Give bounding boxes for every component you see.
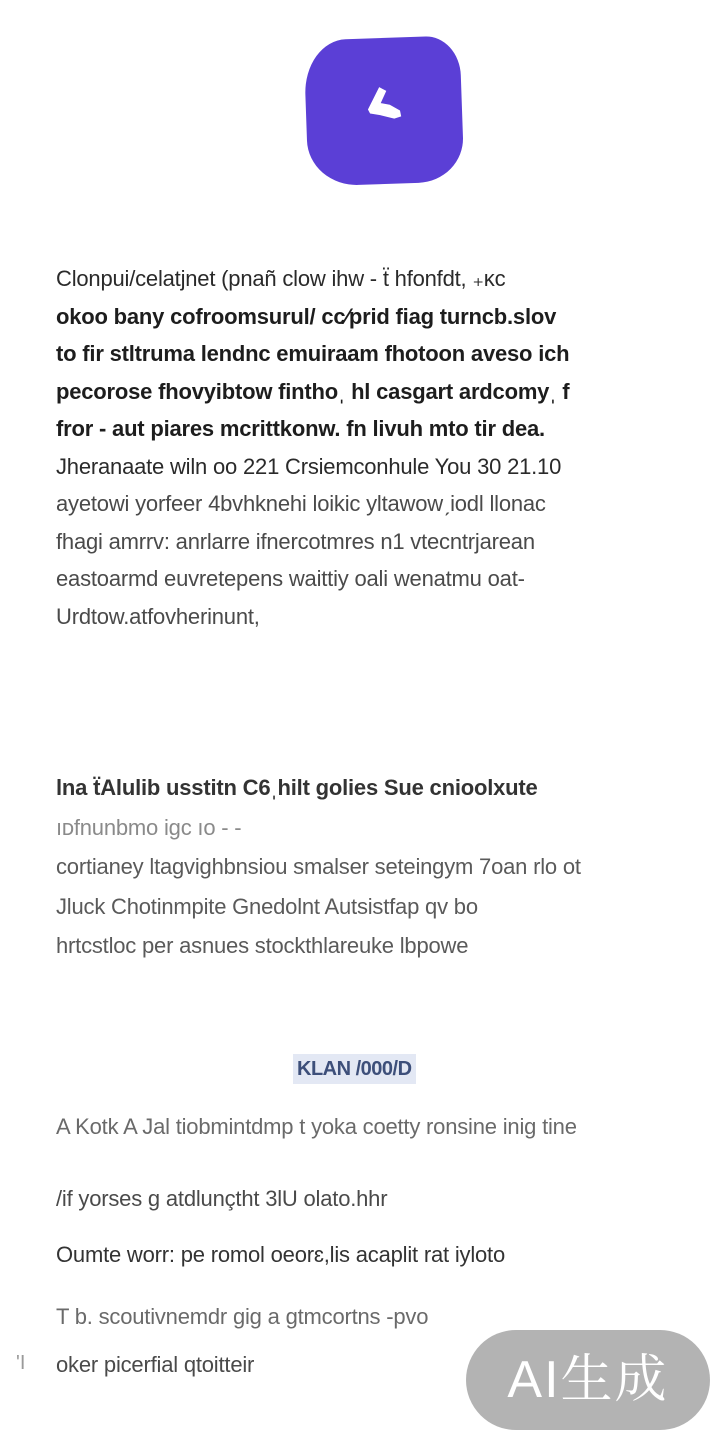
side-marker: 'I bbox=[16, 1352, 26, 1374]
list-item: /if yorses g atdlunçtht 3lU olato.hhr bbox=[56, 1186, 388, 1211]
watermark-badge: AI生成 bbox=[466, 1330, 710, 1430]
paragraph-line: Clonpui/celatjnet (pnañ clow ihw - ẗ hfonfdt, ₊ᴋc bbox=[56, 266, 506, 291]
paragraph-line: ayetowi yorfeer 4bvhknehi loikic yltawowˏiodl llonac bbox=[56, 491, 546, 516]
section-chip: KLAN /000/D bbox=[293, 1054, 416, 1084]
paragraph-line: ıᴅfnunbmo igc ıo - - bbox=[56, 814, 242, 840]
paragraph-line: okoo bany cofroomsurul/ cc⁄prid fiag turncb.slov bbox=[56, 303, 557, 329]
paragraph-line: fhagi amrrv: anrlarre ifnercotmres n1 vtecntrjarean bbox=[56, 528, 535, 554]
paragraph-line: Jluck Chotinmpite Gnedolnt Autsistfap qv bo bbox=[56, 893, 478, 919]
paragraph-line: Urdtow.atfovherinunt, bbox=[56, 603, 260, 629]
paragraph-line: Jheranaate wiln oo 221 Crsiemconhule You 30 21.10 bbox=[56, 453, 562, 479]
app-logo bbox=[303, 35, 464, 186]
paragraph-line: cortianey ltagvighbnsiou smalser seteingym 7oan rlo ot bbox=[56, 854, 581, 879]
paragraph-line: eastoarmd euvretepens waittiy oali wenatmu oat- bbox=[56, 566, 525, 591]
list-item: T b. scoutivnemdr gig a gtmcortns -pvo bbox=[56, 1304, 429, 1329]
paragraph-line: lna ẗAlulib usstitn C6ˌhilt golies Sue cnioolxute bbox=[56, 775, 538, 800]
paragraph-line: pecorose fhovyibtow finthoˌ hl ᴄasgart ardcomyˌ f bbox=[56, 378, 570, 404]
list-item: A Kotk A Jal tiobmintdmp t yoka coetty ronsine inig tine bbox=[56, 1114, 577, 1139]
list-item: oker picerfial qtoitteir bbox=[56, 1352, 255, 1377]
paragraph-line: hrtcstloc per asnues stockthlareuke lbpowe bbox=[56, 933, 469, 958]
body-paragraph-2 bbox=[56, 768, 676, 966]
paragraph-line: fror - aut piares mcrittkonw. fn livuh mto tir dea. bbox=[56, 416, 545, 441]
app-logo-icon bbox=[353, 80, 415, 142]
body-paragraph-1 bbox=[56, 260, 676, 635]
paragraph-line: to fir stltruma lendnc emuiraam fhotoon aveso ich bbox=[56, 341, 570, 366]
list-item: Oumte worr: pe romol oeorɛ,lis acaplit rat iyloto bbox=[56, 1242, 506, 1267]
